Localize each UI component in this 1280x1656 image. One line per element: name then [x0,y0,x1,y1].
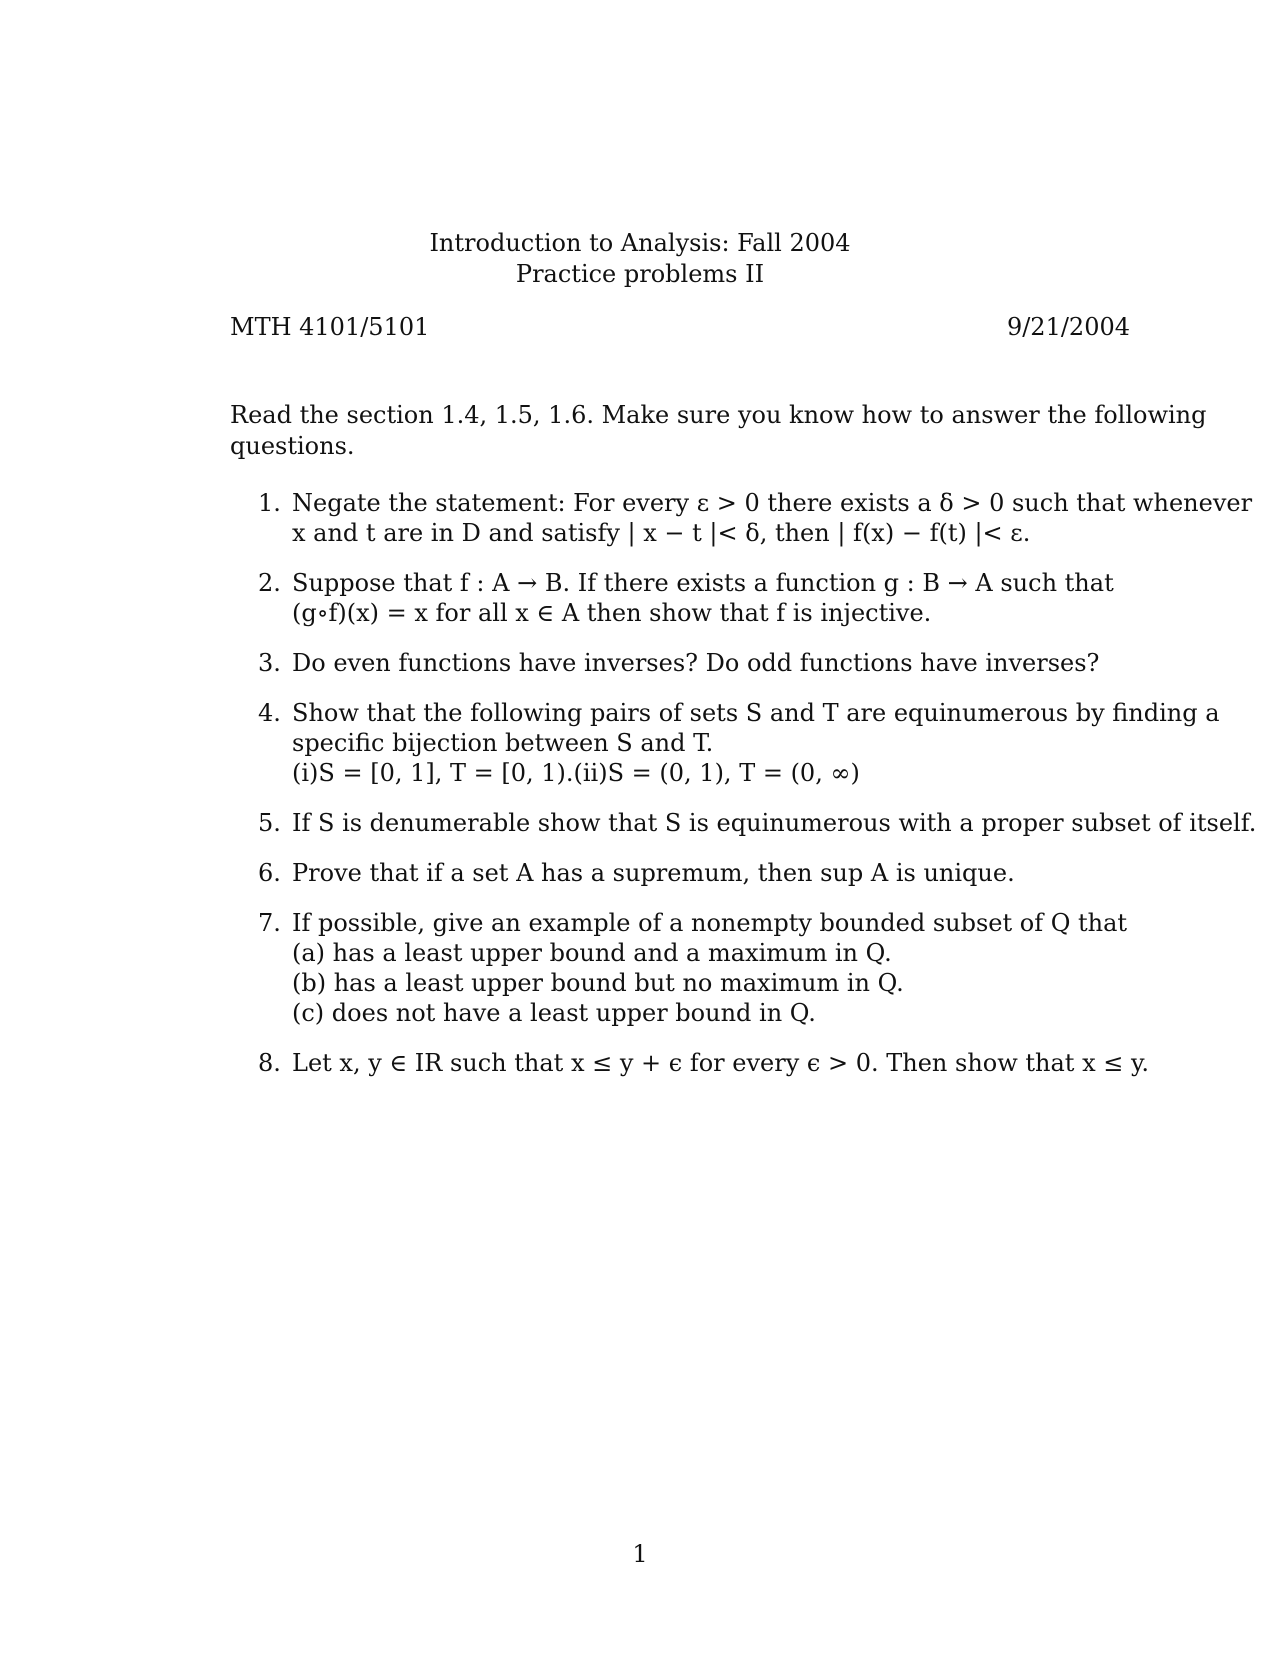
document-subtitle: Practice problems II [515,260,765,288]
document-header [0,228,1280,290]
problem-text: (a) has a least upper bound and a maximum in Q. [292,939,892,967]
intro-line: Read the section 1.4, 1.5, 1.6. Make sure you know how to answer the following [230,401,1207,429]
problem-item [230,648,1130,678]
problem-number: 7. [258,909,281,937]
page-number: 1 [632,1540,648,1568]
problem-text: (b) has a least upper bound but no maximum in Q. [292,969,904,997]
problem-number: 3. [258,649,281,677]
intro-line: questions. [230,432,355,460]
problem-text: x and t are in D and satisfy | x − t |< δ, then | f(x) − f(t) |< ε. [292,519,1031,547]
course-code: MTH 4101/5101 [230,313,430,341]
problem-number: 4. [258,699,281,727]
problem-text: specific bijection between S and T. [292,729,714,757]
problem-text: If S is denumerable show that S is equinumerous with a proper subset of itself. [292,809,1257,837]
problem-item [230,1048,1149,1078]
problem-item [230,808,1257,838]
problem-text: Show that the following pairs of sets S and T are equinumerous by finding a [292,699,1220,727]
problem-item [230,698,1220,788]
problem-list [230,488,1257,1098]
problem-text: (i)S = [0, 1], T = [0, 1).(ii)S = (0, 1), T = (0, ∞) [292,759,860,787]
document-date: 9/21/2004 [1006,313,1130,341]
intro-paragraph [230,400,1207,462]
problem-item [230,488,1253,548]
problem-text: (g∘f)(x) = x for all x ∈ A then show that f is injective. [292,599,932,627]
problem-number: 1. [258,489,281,517]
problem-text: If possible, give an example of a nonempty bounded subset of Q that [292,909,1128,937]
problem-item [230,908,1130,1028]
problem-item [230,858,1130,888]
problem-number: 6. [258,859,281,887]
problem-number: 8. [258,1049,281,1077]
problem-number: 5. [258,809,281,837]
problem-text: Let x, y ∈ IR such that x ≤ y + ϵ for every ϵ > 0. Then show that x ≤ y. [292,1049,1149,1077]
course-title: Introduction to Analysis: Fall 2004 [429,229,851,257]
problem-text: Prove that if a set A has a supremum, then sup A is unique. [292,859,1015,887]
problem-text: Suppose that f : A → B. If there exists a function g : B → A such that [292,569,1114,597]
problem-item [230,568,1130,628]
problem-number: 2. [258,569,281,597]
problem-text: Negate the statement: For every ε > 0 there exists a δ > 0 such that whenever [292,489,1253,517]
problem-text: (c) does not have a least upper bound in Q. [292,999,816,1027]
meta-row [230,312,1130,343]
problem-text: Do even functions have inverses? Do odd functions have inverses? [292,649,1100,677]
